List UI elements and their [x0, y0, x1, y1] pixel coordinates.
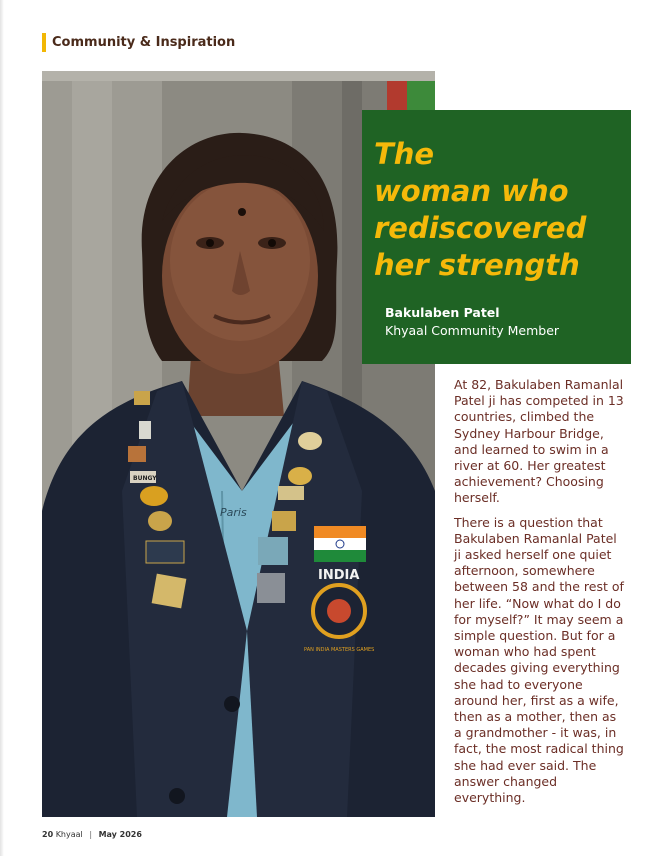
text-line: river at 60. Her greatest — [454, 458, 606, 474]
text-line: woman who had spent — [454, 644, 596, 660]
pin-text: BUNGY — [133, 475, 157, 482]
title-line: rediscovered — [374, 211, 587, 245]
shirt-text: Paris — [220, 506, 247, 519]
title-box — [362, 110, 631, 364]
body-paragraph-2 — [454, 515, 634, 807]
text-line: fact, the most radical thing — [454, 741, 624, 757]
text-line: countries, climbed the — [454, 409, 595, 425]
text-line: then as a mother, then as — [454, 709, 617, 725]
text-line: everything. — [454, 790, 526, 806]
jacket-button-1 — [224, 696, 240, 712]
section-label: Community & Inspiration — [52, 35, 236, 50]
pin-13 — [258, 537, 288, 565]
text-line: Bakulaben Ramanlal Patel — [454, 530, 617, 546]
pin-12 — [272, 511, 296, 531]
page-edge-shadow — [0, 0, 4, 856]
text-line: and learned to swim in a — [454, 441, 609, 457]
pin-9 — [298, 432, 322, 450]
article-body — [454, 377, 634, 814]
text-line: her life. “Now what do I do — [454, 595, 621, 611]
pin-2 — [139, 421, 151, 439]
article-title — [374, 136, 621, 284]
title-line: her strength — [374, 248, 580, 282]
text-line: At 82, Bakulaben Ramanlal — [454, 377, 624, 392]
text-line: around her, first as a wife, — [454, 692, 619, 708]
text-line: Patel ji has competed in 13 — [454, 393, 624, 409]
page-number: 20 — [42, 830, 54, 839]
text-line: achievement? Choosing — [454, 474, 604, 490]
text-line: afternoon, somewhere — [454, 563, 595, 579]
india-flag-patch — [314, 526, 366, 562]
text-line: There is a question that — [454, 514, 603, 530]
text-line: decades giving everything — [454, 660, 620, 676]
magazine-brand: Khyaal — [55, 830, 83, 839]
text-line: for myself?” It may seem a — [454, 611, 624, 627]
pin-3 — [128, 446, 146, 462]
title-line: woman who — [374, 174, 569, 208]
body-paragraph-1 — [454, 377, 634, 507]
pin-1 — [134, 391, 150, 405]
title-line: The — [374, 137, 435, 171]
text-line: ji asked herself one quiet — [454, 547, 612, 563]
pin-11 — [278, 486, 304, 500]
text-line: between 58 and the rest of — [454, 579, 624, 595]
pin-5 — [140, 486, 168, 506]
pin-8 — [152, 574, 187, 609]
jacket-button-2 — [169, 788, 185, 804]
text-line: herself. — [454, 490, 500, 506]
issue-date: May 2026 — [98, 830, 142, 839]
pin-7 — [146, 541, 184, 563]
text-line: simple question. But for a — [454, 628, 616, 644]
text-line: answer changed — [454, 773, 558, 789]
footer-separator: | — [89, 830, 93, 839]
pin-14 — [257, 573, 285, 603]
pin-10 — [288, 467, 312, 485]
page-footer — [42, 830, 142, 839]
badge-text: PAN INDIA MASTERS GAMES — [304, 647, 375, 653]
section-tag — [42, 33, 235, 52]
author-block — [374, 304, 621, 340]
author-name: Bakulaben Patel — [385, 305, 500, 320]
author-role: Khyaal Community Member — [385, 323, 560, 338]
masters-games-badge — [313, 585, 365, 637]
text-line: a grandmother - it was, in — [454, 725, 617, 741]
section-accent-bar — [42, 33, 46, 52]
text-line: she had to everyone — [454, 676, 583, 692]
text-line: she had ever said. The — [454, 757, 597, 773]
patch-text: INDIA — [318, 568, 360, 583]
text-line: Sydney Harbour Bridge, — [454, 425, 604, 441]
pin-6 — [148, 511, 172, 531]
